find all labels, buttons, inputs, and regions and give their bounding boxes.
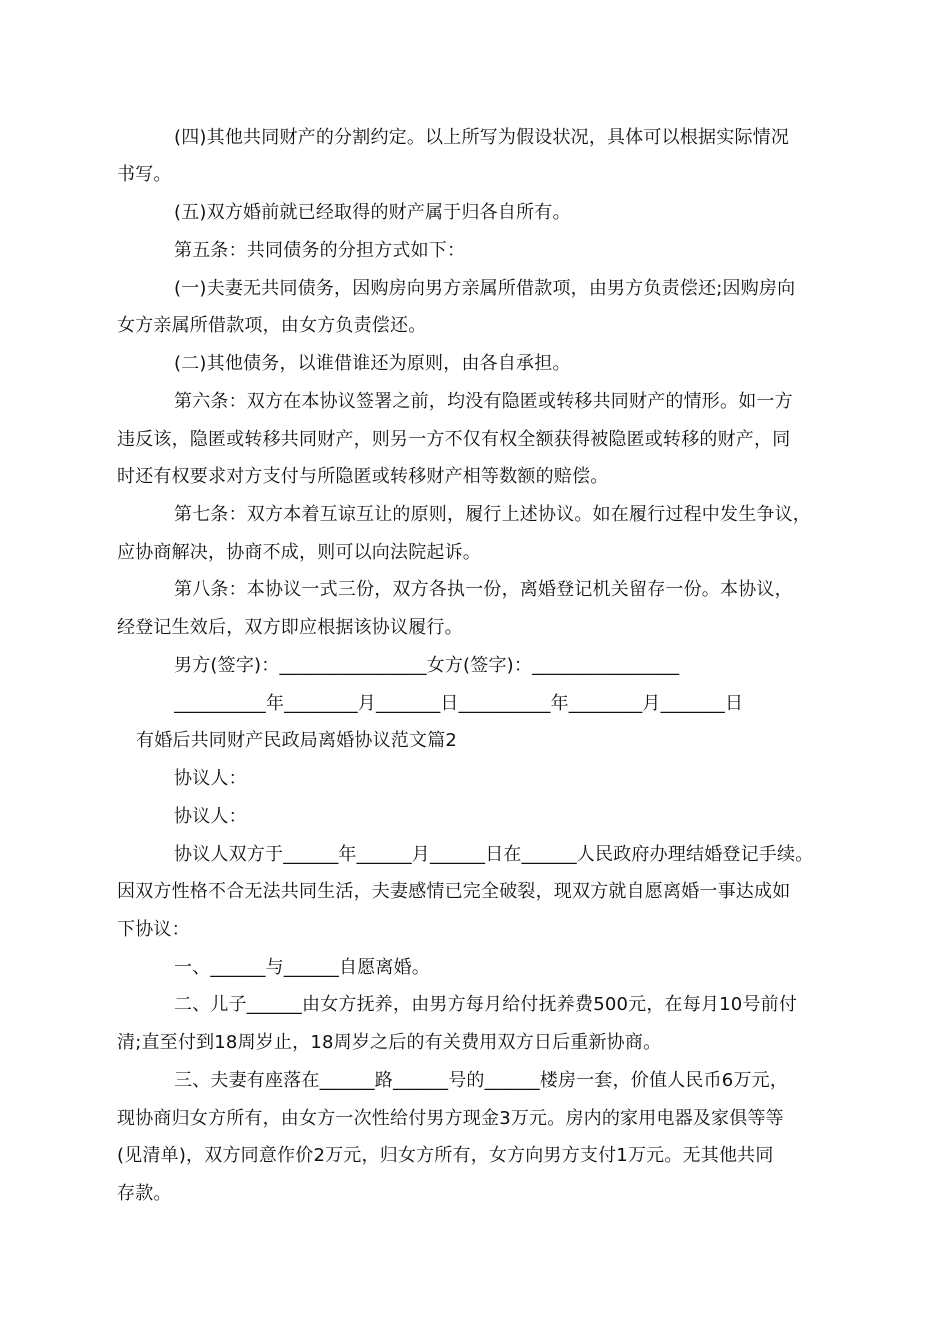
article-7-line-2: 应协商解决，协商不成，则可以向法院起诉。 xyxy=(117,542,481,563)
article-7-line-1: 第七条：双方本着互谅互让的原则，履行上述协议。如在履行过程中发生争议， xyxy=(174,504,811,525)
article-6-line-1: 第六条：双方在本协议签署之前，均没有隐匿或转移共同财产的情形。如一方 xyxy=(174,391,793,412)
party-1-label: 协议人： xyxy=(174,768,247,789)
signature-line: 男方(签字)：________________女方(签字)：________________ xyxy=(174,655,680,676)
debt-clause-2: (二)其他债务，以谁借谁还为原则，由各自承担。 xyxy=(174,353,571,374)
agreement-item-1: 一、______与______自愿离婚。 xyxy=(174,957,430,978)
agreement-item-3-line-2: 现协商归女方所有，由女方一次性给付男方现金3万元。房内的家用电器及家俱等等 xyxy=(117,1108,784,1129)
agreement-item-2-line-1: 二、儿子______由女方抚养，由男方每月给付抚养费500元，在每月10号前付 xyxy=(174,994,798,1015)
article-5-title: 第五条：共同债务的分担方式如下： xyxy=(174,240,466,261)
agreement-item-3-line-4: 存款。 xyxy=(117,1183,172,1204)
article-8-line-1: 第八条：本协议一式三份，双方各执一份，离婚登记机关留存一份。本协议， xyxy=(174,579,793,600)
agreement-item-2-line-2: 清;直至付到18周岁止，18周岁之后的有关费用双方日后重新协商。 xyxy=(117,1032,662,1053)
intro-line-3: 下协议： xyxy=(117,919,190,940)
party-2-label: 协议人： xyxy=(174,806,247,827)
clause-4-property-line-2: 书写。 xyxy=(117,164,172,185)
clause-5-premarital-property: (五)双方婚前就已经取得的财产属于归各自所有。 xyxy=(174,202,571,223)
date-line: __________年________月_______日__________年________月_______日 xyxy=(174,693,744,714)
debt-clause-1-line-2: 女方亲属所借款项，由女方负责偿还。 xyxy=(117,315,427,336)
agreement-item-3-line-1: 三、夫妻有座落在______路______号的______楼房一套，价值人民币6万元， xyxy=(174,1070,789,1091)
agreement-item-3-line-3: (见清单)，双方同意作价2万元，归女方所有，女方向男方支付1万元。无其他共同 xyxy=(117,1145,774,1166)
article-6-line-2: 违反该，隐匿或转移共同财产，则另一方不仅有权全额获得被隐匿或转移的财产，同 xyxy=(117,429,791,450)
article-8-line-2: 经登记生效后，双方即应根据该协议履行。 xyxy=(117,617,463,638)
article-6-line-3: 时还有权要求对方支付与所隐匿或转移财产相等数额的赔偿。 xyxy=(117,466,609,487)
debt-clause-1-line-1: (一)夫妻无共同债务，因购房向男方亲属所借款项，由男方负责偿还;因购房向 xyxy=(174,278,796,299)
section-title-2: 有婚后共同财产民政局离婚协议范文篇2 xyxy=(136,730,458,751)
clause-4-property-line-1: (四)其他共同财产的分割约定。以上所写为假设状况，具体可以根据实际情况 xyxy=(174,127,790,148)
intro-line-2: 因双方性格不合无法共同生活，夫妻感情已完全破裂，现双方就自愿离婚一事达成如 xyxy=(117,881,791,902)
intro-line-1: 协议人双方于______年______月______日在______人民政府办理结婚登记手续。 xyxy=(174,844,814,865)
